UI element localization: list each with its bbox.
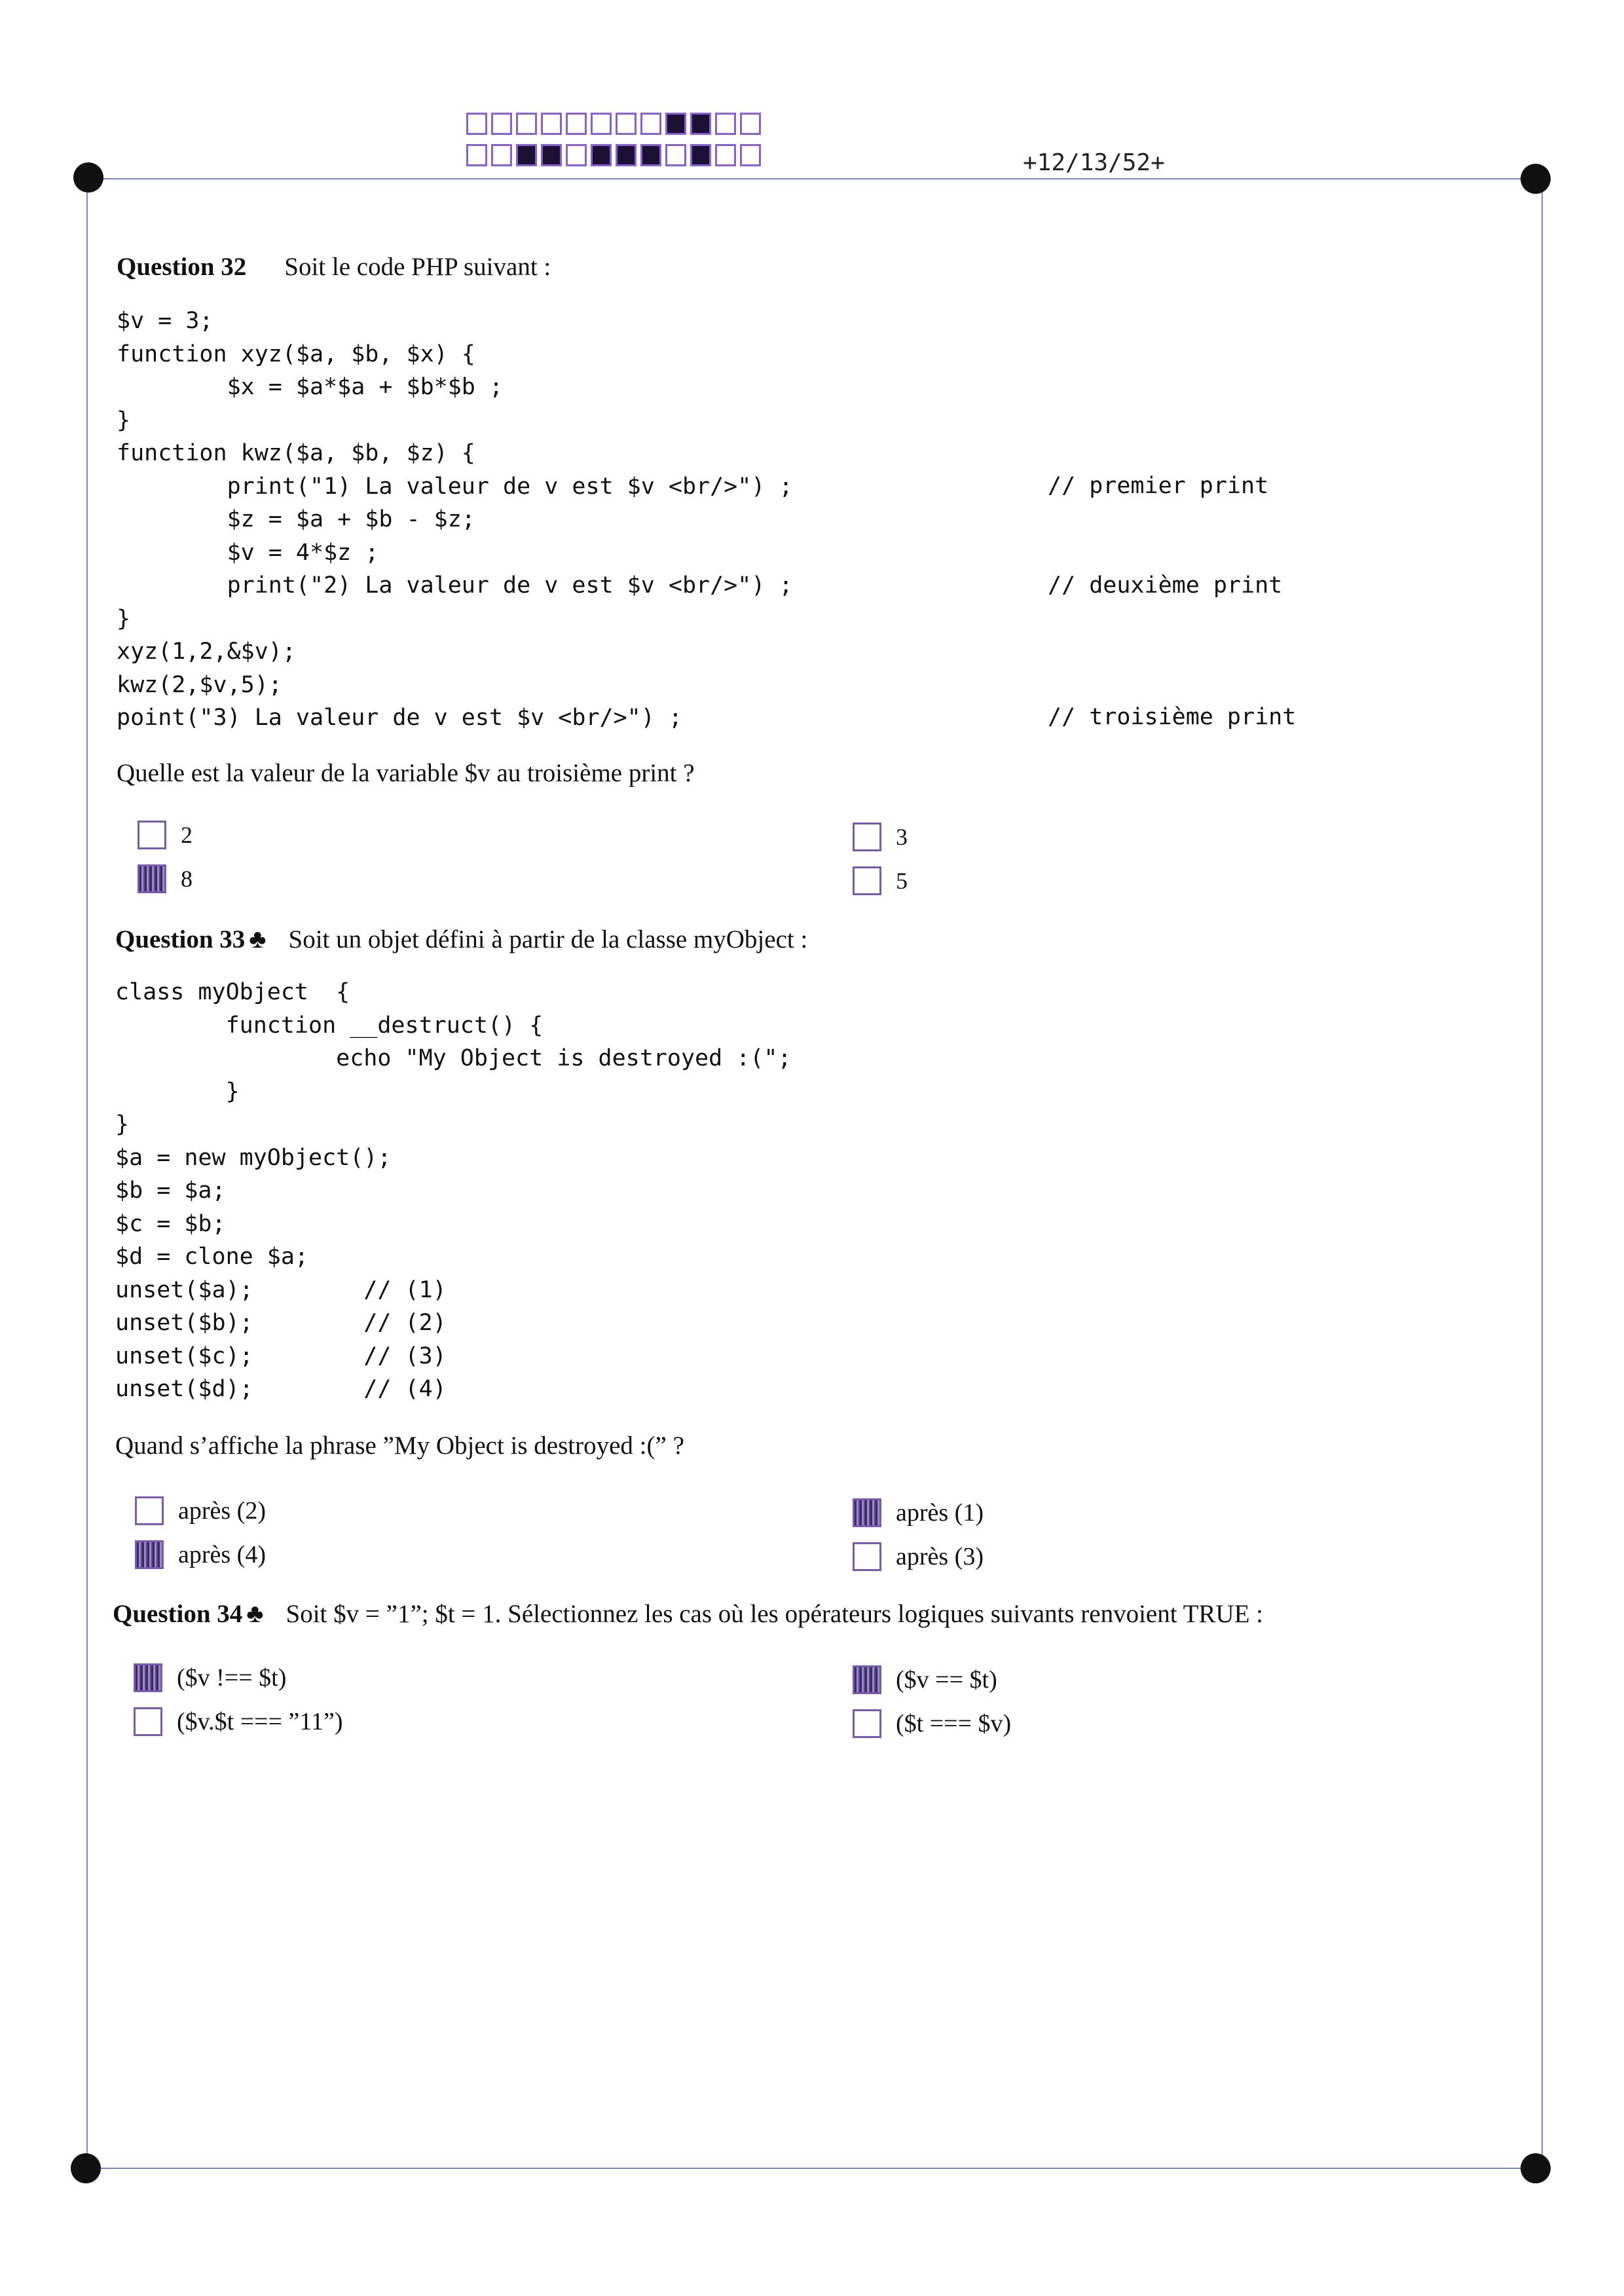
option-label: 8 bbox=[181, 866, 193, 892]
q32-option-8[interactable] bbox=[138, 864, 193, 893]
barcode-cell-empty bbox=[466, 113, 487, 135]
option-label: après (3) bbox=[896, 1543, 984, 1570]
q32-comment-troisieme: // troisième print bbox=[1048, 704, 1297, 730]
checkbox[interactable] bbox=[853, 866, 881, 895]
barcode-cell-empty bbox=[715, 113, 736, 135]
barcode-cell-empty bbox=[591, 113, 612, 135]
page-id: +12/13/52+ bbox=[1023, 149, 1165, 176]
barcode-cell-filled bbox=[690, 144, 711, 166]
question-label: Question 32 bbox=[117, 253, 247, 281]
q32-option-5[interactable] bbox=[853, 866, 908, 895]
checkbox[interactable] bbox=[134, 1707, 162, 1736]
option-label: 3 bbox=[896, 824, 908, 850]
question-label: Question 34 bbox=[113, 1600, 243, 1628]
barcode-cell-filled bbox=[541, 144, 562, 166]
barcode-row-1 bbox=[466, 113, 761, 135]
q34-option-v-not-identical-t[interactable] bbox=[134, 1663, 286, 1692]
q32-code-block: $v = 3; function xyz($a, $b, $x) { $x = $a*$a + $b*$b ; } function kwz($a, $b, $z) { print("1) La valeur de v est $v <br/>") ; $z = $a + $b - $z; $v = 4*$z ; print("2) La valeur de v est $v <br/>") ; } xyz(1,2,&$v); kwz(2,$v,5); point("3) La valeur de v est $v <br/>") ; bbox=[117, 308, 793, 731]
q33-prompt: Quand s’affiche la phrase ”My Object is destroyed :(” ? bbox=[115, 1432, 684, 1460]
q32-option-3[interactable] bbox=[853, 823, 908, 851]
corner-marker-bottom-right bbox=[1521, 2153, 1551, 2183]
barcode-cell-empty bbox=[665, 144, 686, 166]
option-label: ($v.$t === ”11”) bbox=[177, 1708, 343, 1735]
question-label: Question 33 bbox=[115, 925, 246, 954]
option-label: ($v == $t) bbox=[896, 1666, 997, 1694]
q34-option-concat-identical-11[interactable] bbox=[134, 1707, 343, 1736]
barcode-cell-filled bbox=[665, 113, 686, 135]
option-label: après (2) bbox=[178, 1497, 266, 1525]
barcode-cell-empty bbox=[516, 113, 537, 135]
question-34-header bbox=[113, 1598, 1263, 1629]
checkbox-checked[interactable] bbox=[853, 1498, 881, 1527]
barcode-cell-empty bbox=[740, 144, 761, 166]
barcode-cell-empty bbox=[491, 144, 512, 166]
q33-option-apres-3[interactable] bbox=[853, 1542, 984, 1571]
question-text: Soit le code PHP suivant : bbox=[284, 253, 551, 281]
option-label: après (4) bbox=[178, 1541, 266, 1568]
barcode-cell-empty bbox=[616, 113, 637, 135]
barcode-cell-filled bbox=[690, 113, 711, 135]
q33-option-apres-1[interactable] bbox=[853, 1498, 984, 1527]
q32-comment-deuxieme: // deuxième print bbox=[1048, 572, 1283, 599]
option-label: ($t === $v) bbox=[896, 1710, 1012, 1737]
question-text: Soit $v = ”1”; $t = 1. Sélectionnez les cas où les opérateurs logiques suivants renvoient TRUE : bbox=[286, 1600, 1264, 1628]
barcode-cell-empty bbox=[466, 144, 487, 166]
corner-marker-top-left bbox=[73, 162, 103, 193]
question-33-header bbox=[115, 923, 807, 954]
club-icon: ♣ bbox=[249, 924, 267, 954]
checkbox[interactable] bbox=[853, 1709, 881, 1738]
q34-option-v-equal-t[interactable] bbox=[853, 1665, 997, 1694]
question-text: Soit un objet défini à partir de la classe myObject : bbox=[288, 925, 808, 954]
barcode-cell-empty bbox=[541, 113, 562, 135]
barcode-cell-empty bbox=[715, 144, 736, 166]
option-label: ($v !== $t) bbox=[177, 1664, 287, 1692]
barcode-cell-filled bbox=[616, 144, 637, 166]
barcode-row-2 bbox=[466, 144, 761, 166]
checkbox[interactable] bbox=[853, 1542, 881, 1571]
barcode-cell-filled bbox=[591, 144, 612, 166]
barcode-cell-empty bbox=[640, 113, 661, 135]
q32-option-2[interactable] bbox=[138, 821, 193, 849]
checkbox-checked[interactable] bbox=[138, 864, 166, 893]
barcode-cell-empty bbox=[566, 144, 587, 166]
barcode-cell-empty bbox=[740, 113, 761, 135]
q34-option-t-identical-v[interactable] bbox=[853, 1709, 1011, 1738]
q33-option-apres-2[interactable] bbox=[135, 1496, 266, 1525]
checkbox-checked[interactable] bbox=[853, 1665, 881, 1694]
question-32-header bbox=[117, 252, 551, 282]
checkbox-checked[interactable] bbox=[135, 1540, 164, 1569]
q32-prompt: Quelle est la valeur de la variable $v au troisième print ? bbox=[117, 759, 695, 787]
corner-marker-top-right bbox=[1521, 164, 1551, 194]
corner-marker-bottom-left bbox=[71, 2153, 101, 2183]
barcode-cell-filled bbox=[516, 144, 537, 166]
option-label: 5 bbox=[896, 868, 908, 894]
option-label: 2 bbox=[181, 822, 193, 848]
barcode-cell-empty bbox=[566, 113, 587, 135]
barcode-cell-empty bbox=[491, 113, 512, 135]
barcode-cell-filled bbox=[640, 144, 661, 166]
checkbox[interactable] bbox=[138, 821, 166, 849]
q33-option-apres-4[interactable] bbox=[135, 1540, 266, 1569]
club-icon: ♣ bbox=[246, 1599, 264, 1628]
checkbox[interactable] bbox=[135, 1496, 164, 1525]
q32-comment-premier: // premier print bbox=[1048, 473, 1269, 499]
checkbox[interactable] bbox=[853, 823, 881, 851]
q33-code-block: class myObject { function __destruct() { echo "My Object is destroyed :("; } } $a = new myObject(); $b = $a; $c = $b; $d = clone $a; unset($a); // (1) unset($b); // (2) unset($c); // (3) unset($d); // (4) bbox=[115, 979, 792, 1402]
checkbox-checked[interactable] bbox=[134, 1663, 162, 1692]
option-label: après (1) bbox=[896, 1499, 984, 1527]
